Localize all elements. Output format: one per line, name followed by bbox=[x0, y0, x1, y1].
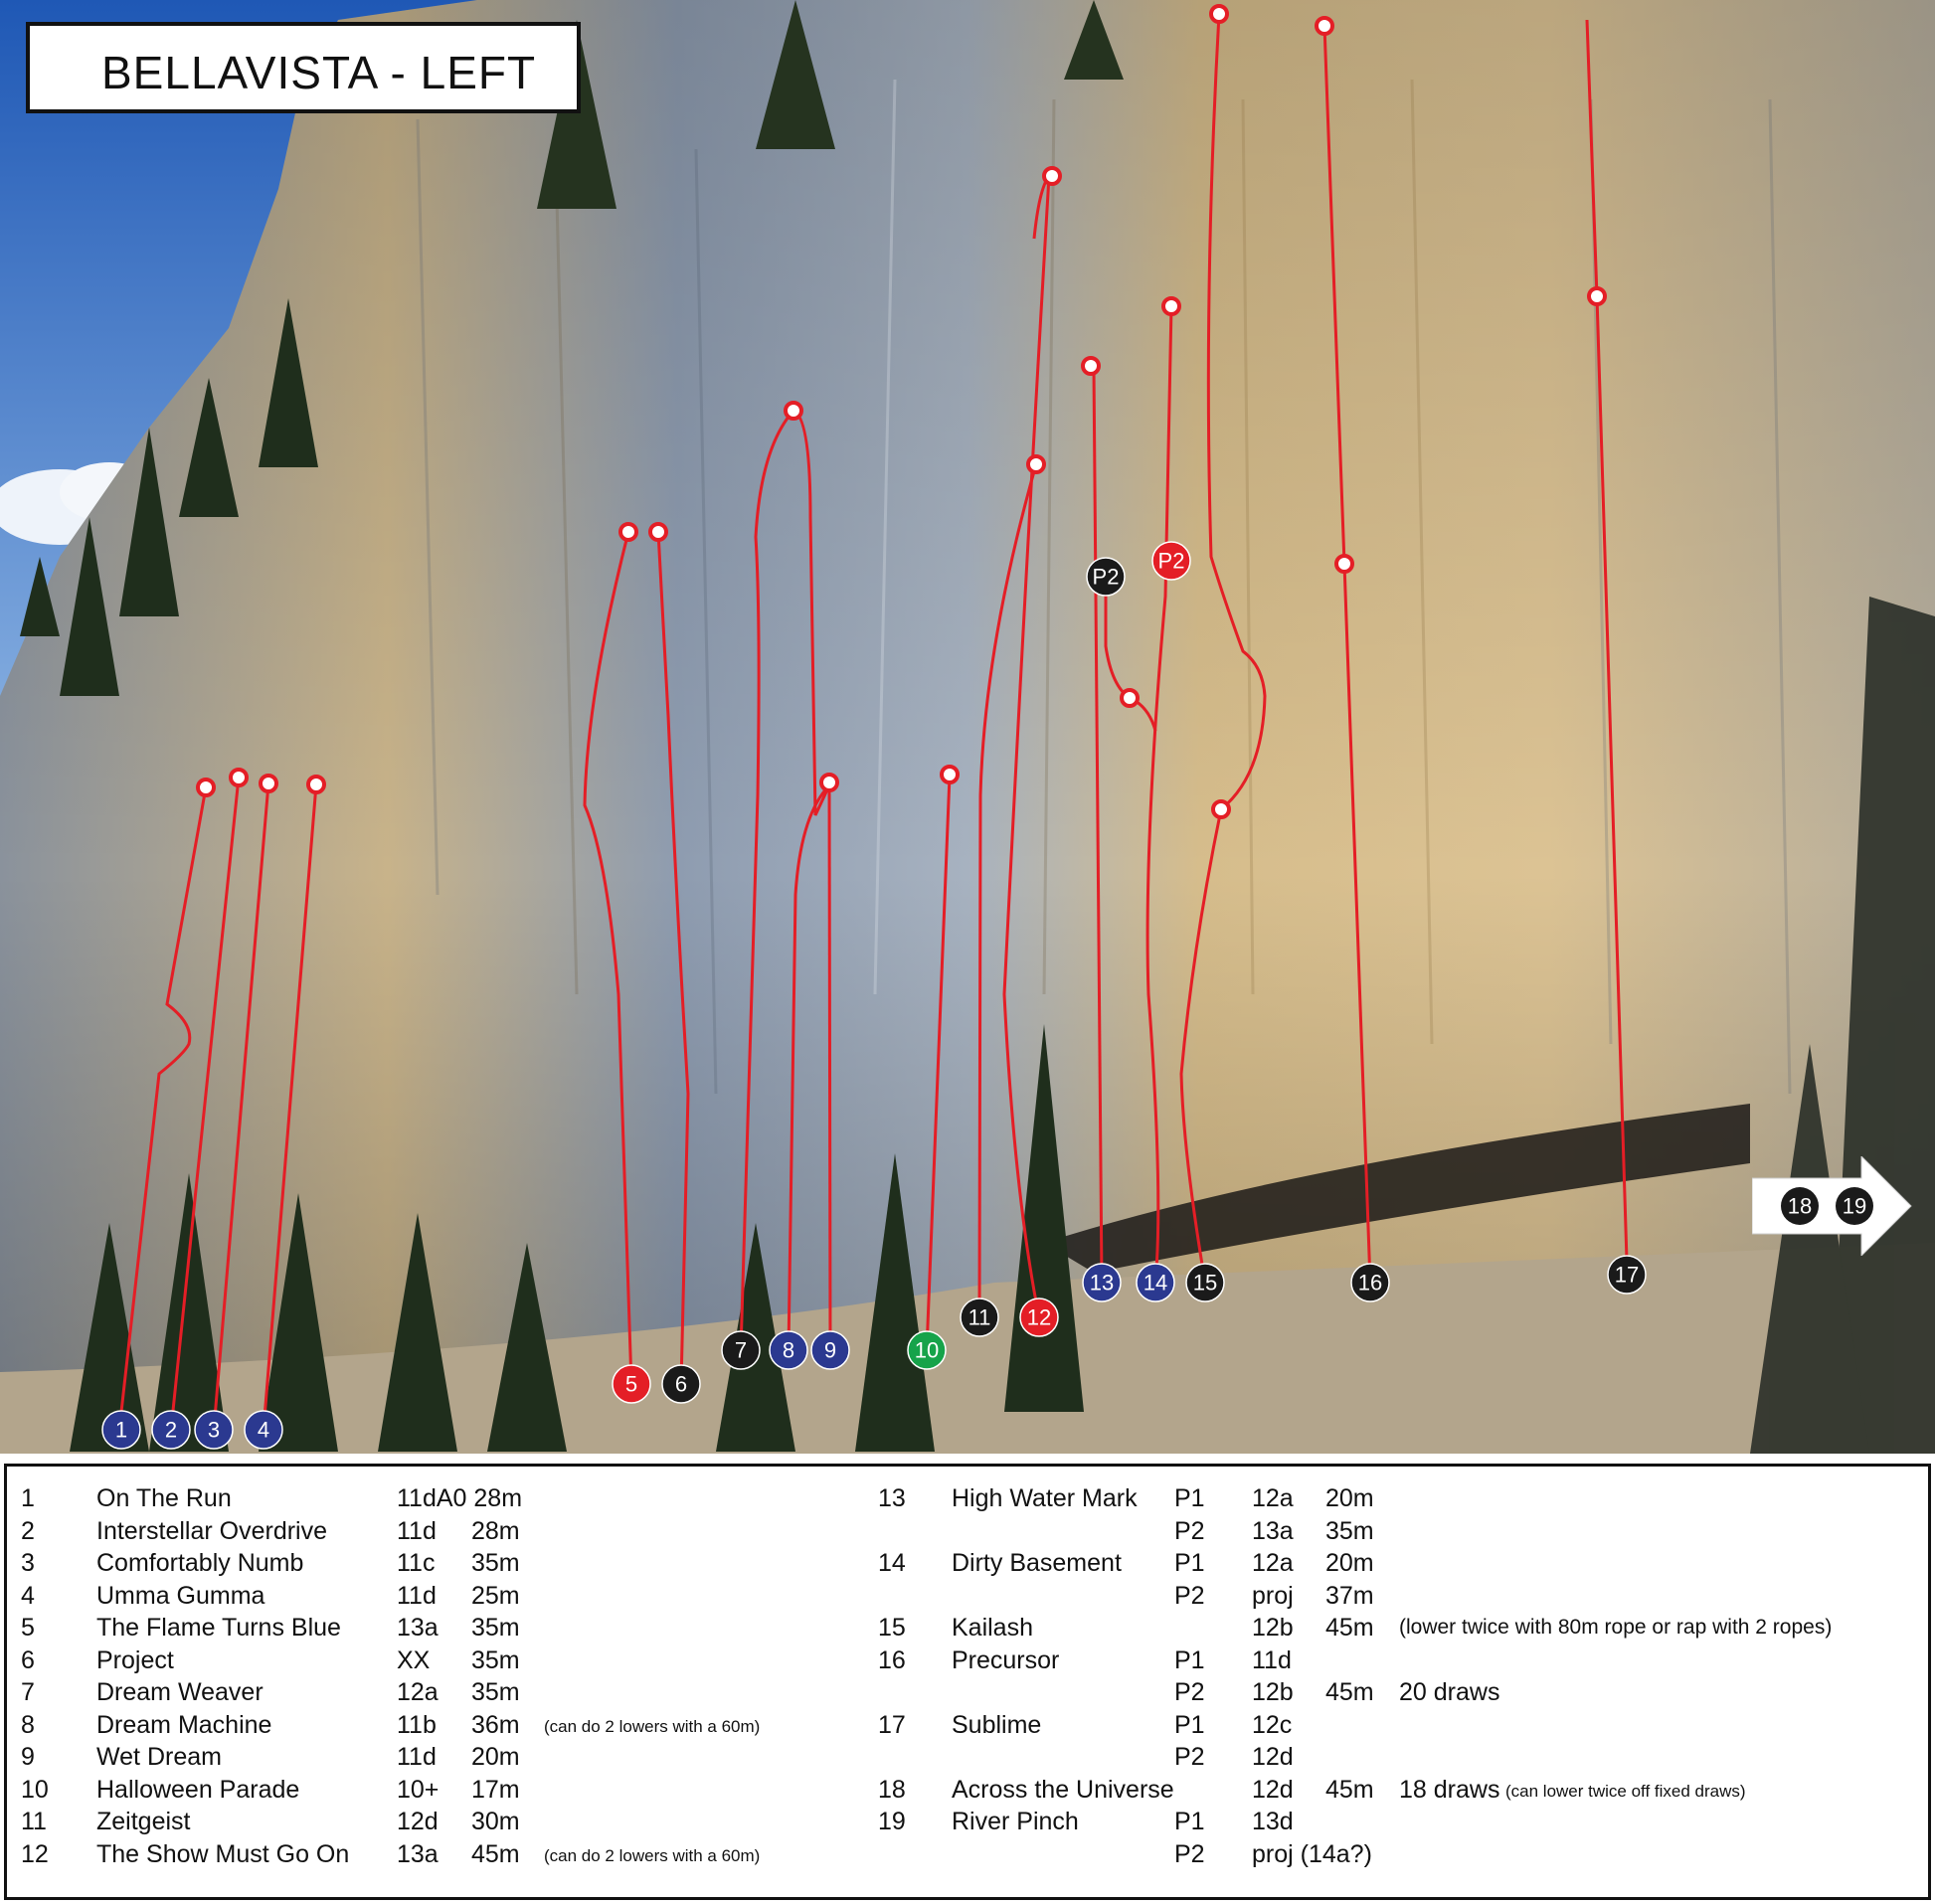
legend-grade: 13a bbox=[1252, 1516, 1294, 1545]
route-badge-label: 9 bbox=[823, 1337, 837, 1363]
route-badge-label: P2 bbox=[1157, 548, 1185, 574]
title-box bbox=[26, 22, 581, 113]
legend-length: 28m bbox=[471, 1516, 520, 1545]
route-badge-label: 13 bbox=[1089, 1270, 1115, 1296]
legend-grade: 10+ bbox=[397, 1775, 440, 1804]
legend-num: 16 bbox=[878, 1645, 906, 1674]
legend-grade: XX bbox=[397, 1645, 431, 1674]
route-badge-label: 14 bbox=[1143, 1270, 1168, 1296]
legend-length: 35m bbox=[471, 1549, 520, 1577]
anchor bbox=[942, 767, 958, 782]
legend-route-name: The Show Must Go On bbox=[96, 1839, 350, 1868]
legend-grade: 12d bbox=[1252, 1775, 1294, 1804]
route-badge-label: 17 bbox=[1614, 1262, 1640, 1288]
legend-note: (can do 2 lowers with a 60m) bbox=[544, 1716, 761, 1736]
legend-num: 1 bbox=[21, 1484, 35, 1512]
route-badge-label: 5 bbox=[624, 1371, 638, 1397]
legend-length: 20m bbox=[471, 1743, 520, 1771]
legend-length: 20m bbox=[1325, 1549, 1374, 1577]
legend-route-name: Across the Universe bbox=[952, 1775, 1174, 1804]
route-badge-label: 7 bbox=[734, 1337, 748, 1363]
legend-grade: 11c bbox=[397, 1549, 436, 1577]
legend-route-name: Dirty Basement bbox=[952, 1549, 1122, 1577]
route-badge-label: 6 bbox=[674, 1371, 688, 1397]
legend-extra: 18 draws bbox=[1399, 1775, 1500, 1804]
legend-grade: 11d bbox=[397, 1743, 437, 1771]
legend-grade: 11d bbox=[1252, 1645, 1292, 1674]
legend-length: 45m bbox=[1325, 1775, 1374, 1804]
legend-grade: 12d bbox=[1252, 1743, 1294, 1771]
legend-length: 25m bbox=[471, 1581, 520, 1610]
anchor bbox=[1589, 288, 1605, 304]
legend-num: 9 bbox=[21, 1743, 35, 1771]
arrow-badge-19: 19 bbox=[1842, 1193, 1867, 1219]
route-badge-label: P2 bbox=[1092, 564, 1120, 590]
legend-length: 17m bbox=[471, 1775, 520, 1804]
anchor bbox=[821, 775, 837, 790]
legend-num: 17 bbox=[878, 1710, 906, 1739]
legend-length: 45m bbox=[1325, 1614, 1374, 1642]
legend-num: 10 bbox=[21, 1775, 49, 1804]
arrow-badge-18: 18 bbox=[1787, 1193, 1813, 1219]
legend-pitch: P1 bbox=[1174, 1808, 1205, 1835]
legend-route-name: Wet Dream bbox=[96, 1743, 222, 1771]
legend-length: 45m bbox=[1325, 1678, 1374, 1706]
legend-note: (lower twice with 80m rope or rap with 2 ropes) bbox=[1399, 1616, 1833, 1639]
legend-route-name: Dream Weaver bbox=[96, 1678, 264, 1706]
legend-num: 8 bbox=[21, 1710, 35, 1739]
page-title: BELLAVISTA - LEFT bbox=[101, 47, 537, 98]
legend-pitch: P1 bbox=[1174, 1710, 1205, 1739]
route-badge-label: 16 bbox=[1357, 1270, 1383, 1296]
legend-grade: 13d bbox=[1252, 1808, 1294, 1835]
legend-grade: 12d bbox=[397, 1808, 439, 1835]
anchor bbox=[261, 776, 276, 791]
legend-grade: 12b bbox=[1252, 1678, 1294, 1706]
legend-route-name: On The Run bbox=[96, 1484, 232, 1512]
legend-num: 18 bbox=[878, 1775, 906, 1804]
route-line-9 bbox=[829, 785, 830, 1350]
anchor bbox=[198, 779, 214, 795]
legend-pitch: P1 bbox=[1174, 1645, 1205, 1674]
anchor bbox=[1122, 690, 1138, 706]
legend-route-name: Sublime bbox=[952, 1710, 1042, 1739]
legend-num: 12 bbox=[21, 1839, 49, 1868]
legend-num: 11 bbox=[21, 1808, 47, 1835]
legend-num: 3 bbox=[21, 1549, 35, 1577]
route-badge-label: 2 bbox=[164, 1417, 178, 1443]
legend-grade: 11dA0 28m bbox=[397, 1484, 523, 1512]
legend-pitch: P2 bbox=[1174, 1678, 1205, 1706]
route-legend bbox=[4, 1464, 1931, 1900]
route-badge-label: 11 bbox=[968, 1304, 991, 1330]
legend-length: 37m bbox=[1325, 1581, 1374, 1610]
anchor bbox=[308, 777, 324, 792]
anchor bbox=[231, 770, 247, 785]
legend-grade: 11d bbox=[397, 1581, 437, 1610]
legend-note: (can lower twice off fixed draws) bbox=[1505, 1781, 1746, 1801]
anchor bbox=[1211, 6, 1227, 22]
route-badge-label: 8 bbox=[782, 1337, 795, 1363]
legend-length: 45m bbox=[471, 1839, 520, 1868]
legend-grade: proj bbox=[1252, 1581, 1294, 1610]
legend-pitch: P2 bbox=[1174, 1839, 1205, 1868]
legend-route-name: Zeitgeist bbox=[96, 1808, 191, 1835]
legend-extra: 20 draws bbox=[1399, 1678, 1500, 1706]
legend-route-name: Halloween Parade bbox=[96, 1775, 300, 1804]
legend-route-name: Comfortably Numb bbox=[96, 1549, 304, 1577]
legend-num: 4 bbox=[21, 1581, 35, 1610]
route-badge-label: 1 bbox=[114, 1417, 128, 1443]
legend-num: 7 bbox=[21, 1678, 35, 1706]
route-badge-label: 15 bbox=[1192, 1270, 1218, 1296]
legend-grade: 12c bbox=[1252, 1710, 1293, 1739]
legend-grade: 12b bbox=[1252, 1614, 1294, 1642]
legend-num: 6 bbox=[21, 1645, 35, 1674]
anchor bbox=[620, 524, 636, 540]
legend-route-name: The Flame Turns Blue bbox=[96, 1614, 341, 1642]
legend-route-name: Interstellar Overdrive bbox=[96, 1516, 328, 1545]
legend-pitch: P1 bbox=[1174, 1549, 1205, 1577]
legend-length: 36m bbox=[471, 1710, 520, 1739]
route-badge-label: 12 bbox=[1026, 1304, 1052, 1330]
legend-route-name: Precursor bbox=[952, 1645, 1060, 1674]
route-badge-label: 4 bbox=[257, 1417, 270, 1443]
legend-length: 35m bbox=[1325, 1516, 1374, 1545]
route-badge-label: 3 bbox=[207, 1417, 221, 1443]
legend-grade: 13a bbox=[397, 1614, 439, 1642]
legend-num: 14 bbox=[878, 1549, 906, 1577]
legend-num: 19 bbox=[878, 1808, 906, 1835]
legend-length: 35m bbox=[471, 1645, 520, 1674]
legend-note: (can do 2 lowers with a 60m) bbox=[544, 1845, 761, 1865]
right-arrow-icon bbox=[1752, 1156, 1911, 1256]
legend-route-name: High Water Mark bbox=[952, 1484, 1138, 1512]
legend-route-name: Umma Gumma bbox=[96, 1581, 265, 1610]
legend-num: 13 bbox=[878, 1484, 906, 1512]
anchor bbox=[650, 524, 666, 540]
legend-length: 35m bbox=[471, 1614, 520, 1642]
legend-pitch: P2 bbox=[1174, 1516, 1205, 1545]
anchor bbox=[1083, 358, 1099, 374]
legend-length: 20m bbox=[1325, 1484, 1374, 1512]
legend-pitch: P2 bbox=[1174, 1743, 1205, 1771]
legend-length: 35m bbox=[471, 1678, 520, 1706]
legend-pitch: P1 bbox=[1174, 1484, 1205, 1512]
legend-pitch: P2 bbox=[1174, 1581, 1205, 1610]
legend-grade: proj (14a?) bbox=[1252, 1839, 1372, 1868]
anchor bbox=[1317, 18, 1332, 34]
legend-grade: 12a bbox=[1252, 1549, 1294, 1577]
legend-grade: 13a bbox=[397, 1839, 439, 1868]
more-routes-arrow bbox=[1752, 1156, 1921, 1256]
legend-grade: 11d bbox=[397, 1516, 437, 1545]
anchor bbox=[1044, 168, 1060, 184]
legend-grade: 11b bbox=[397, 1710, 437, 1739]
legend-num: 2 bbox=[21, 1516, 35, 1545]
legend-route-name: Kailash bbox=[952, 1614, 1033, 1642]
legend-grade: 12a bbox=[1252, 1484, 1294, 1512]
legend-route-name: River Pinch bbox=[952, 1808, 1079, 1835]
legend-route-name: Project bbox=[96, 1645, 174, 1674]
anchor bbox=[1028, 456, 1044, 472]
legend-grade: 12a bbox=[397, 1678, 439, 1706]
anchor bbox=[1336, 556, 1352, 572]
legend-num: 15 bbox=[878, 1614, 906, 1642]
anchor bbox=[1163, 298, 1179, 314]
anchor bbox=[786, 403, 801, 419]
legend-num: 5 bbox=[21, 1614, 35, 1642]
legend-route-name: Dream Machine bbox=[96, 1710, 272, 1739]
anchor bbox=[1213, 801, 1229, 817]
route-badge-label: 10 bbox=[914, 1337, 940, 1363]
legend-length: 30m bbox=[471, 1808, 520, 1835]
